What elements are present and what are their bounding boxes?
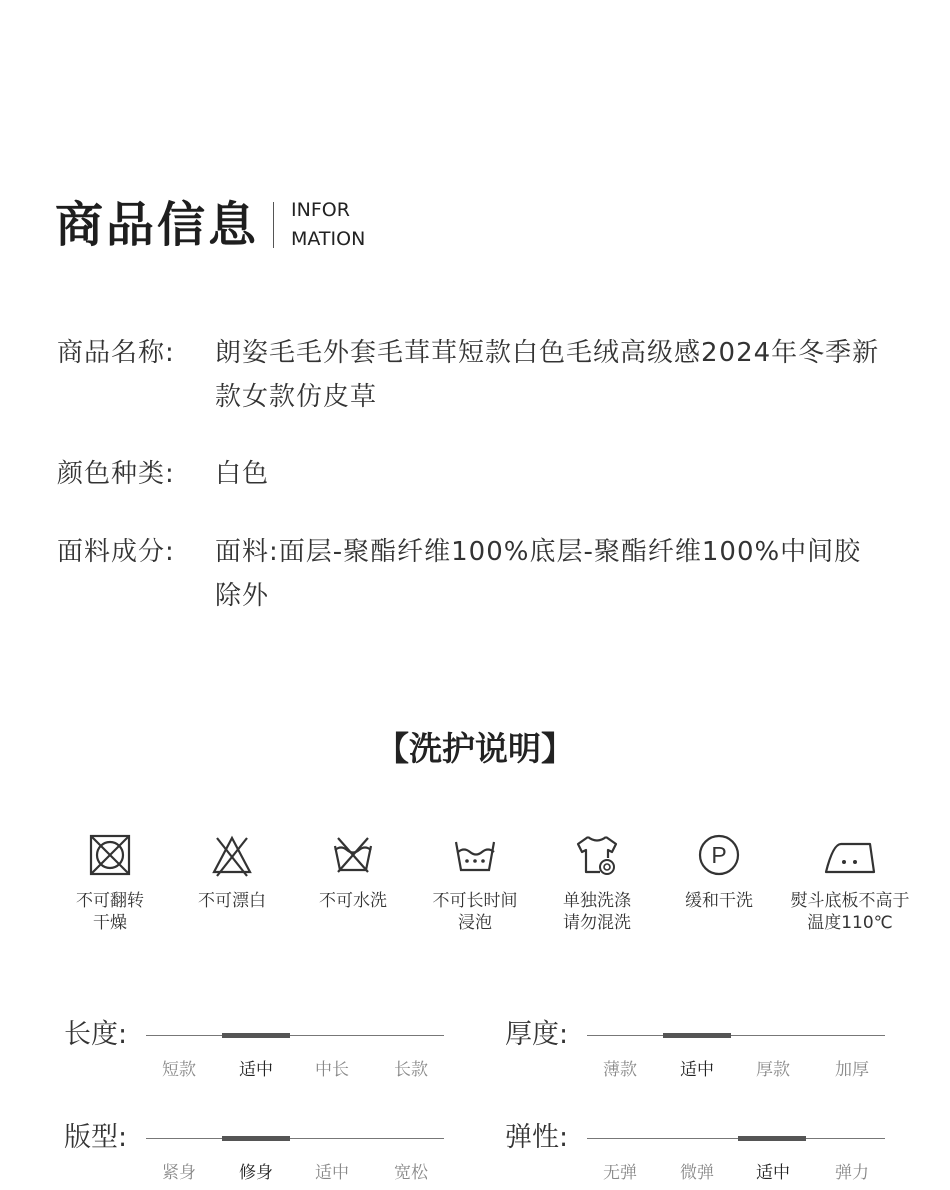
scale-option: 长款 bbox=[394, 1060, 428, 1080]
care-item-no-wash bbox=[288, 832, 418, 912]
info-row-fabric bbox=[57, 530, 907, 618]
care-item-gentle-dry-clean bbox=[654, 832, 784, 912]
title-en-line-1: INFOR bbox=[291, 199, 350, 221]
no-bleach-icon bbox=[209, 832, 255, 878]
care-label: 缓和干洗 bbox=[685, 891, 753, 911]
care-label: 不可漂白 bbox=[198, 891, 266, 911]
care-title: 【洗护说明】 bbox=[376, 729, 574, 768]
care-label: 单独洗涤 请勿混洗 bbox=[563, 891, 631, 933]
section-title: 商品信息 bbox=[55, 197, 260, 253]
care-label: 不可翻转 干燥 bbox=[76, 891, 144, 933]
scale-option: 适中 bbox=[315, 1163, 349, 1183]
header-divider bbox=[273, 202, 274, 248]
info-label: 面料成分: bbox=[57, 537, 175, 567]
gentle-dry-clean-icon bbox=[696, 832, 742, 878]
scale-line bbox=[587, 1138, 885, 1139]
info-row-name bbox=[57, 331, 907, 419]
section-header bbox=[55, 193, 365, 257]
no-soak-icon bbox=[452, 832, 498, 878]
scale-option: 紧身 bbox=[162, 1163, 196, 1183]
scale-option: 中长 bbox=[315, 1060, 349, 1080]
scale-option: 薄款 bbox=[603, 1060, 637, 1080]
care-item-no-soak bbox=[410, 832, 540, 934]
scale-elasticity bbox=[505, 1118, 905, 1188]
info-label: 商品名称: bbox=[57, 338, 175, 368]
scale-option: 厚款 bbox=[756, 1060, 790, 1080]
care-item-iron-low-temp bbox=[785, 832, 915, 934]
scale-line bbox=[146, 1138, 444, 1139]
care-item-no-tumble-dry bbox=[45, 832, 175, 934]
scale-line bbox=[587, 1035, 885, 1036]
scale-fit bbox=[64, 1118, 464, 1188]
scale-marker bbox=[738, 1136, 806, 1141]
scale-option-selected: 适中 bbox=[239, 1060, 273, 1080]
scale-option: 微弹 bbox=[680, 1163, 714, 1183]
scale-option-selected: 适中 bbox=[756, 1163, 790, 1183]
title-en-line-2: MATION bbox=[291, 228, 366, 250]
care-label: 不可长时间 浸泡 bbox=[432, 891, 518, 933]
scale-option: 宽松 bbox=[394, 1163, 428, 1183]
info-label: 颜色种类: bbox=[57, 459, 175, 489]
scale-label: 版型: bbox=[64, 1122, 128, 1153]
no-wash-icon bbox=[330, 832, 376, 878]
info-value: 白色 bbox=[215, 459, 270, 489]
care-label: 不可水洗 bbox=[319, 891, 387, 911]
care-item-no-bleach bbox=[167, 832, 297, 912]
scale-option: 弹力 bbox=[835, 1163, 869, 1183]
scale-thickness bbox=[505, 1015, 905, 1085]
info-value: 朗姿毛毛外套毛茸茸短款白色毛绒高级感2024年冬季新款女款仿皮草 bbox=[215, 338, 880, 412]
scale-option: 无弹 bbox=[603, 1163, 637, 1183]
scale-option-selected: 适中 bbox=[680, 1060, 714, 1080]
dry-clean-symbol: P bbox=[711, 842, 727, 868]
scale-line bbox=[146, 1035, 444, 1036]
scale-label: 弹性: bbox=[505, 1122, 569, 1153]
scale-marker bbox=[222, 1033, 290, 1038]
scale-label: 长度: bbox=[64, 1019, 128, 1050]
care-label: 熨斗底板不高于 温度110℃ bbox=[790, 891, 910, 933]
info-value: 面料:面层-聚酯纤维100%底层-聚酯纤维100%中间胶除外 bbox=[215, 537, 862, 611]
scale-label: 厚度: bbox=[505, 1019, 569, 1050]
scale-option: 短款 bbox=[162, 1060, 196, 1080]
scale-option: 加厚 bbox=[835, 1060, 869, 1080]
scale-option-selected: 修身 bbox=[239, 1163, 273, 1183]
care-item-wash-separately bbox=[532, 832, 662, 934]
scale-marker bbox=[222, 1136, 290, 1141]
section-title-en bbox=[291, 196, 365, 254]
scale-marker bbox=[663, 1033, 731, 1038]
wash-separately-icon bbox=[574, 832, 620, 878]
iron-low-temp-icon bbox=[823, 832, 877, 878]
no-tumble-dry-icon bbox=[87, 832, 133, 878]
scale-length bbox=[64, 1015, 464, 1085]
info-row-color bbox=[57, 452, 907, 496]
